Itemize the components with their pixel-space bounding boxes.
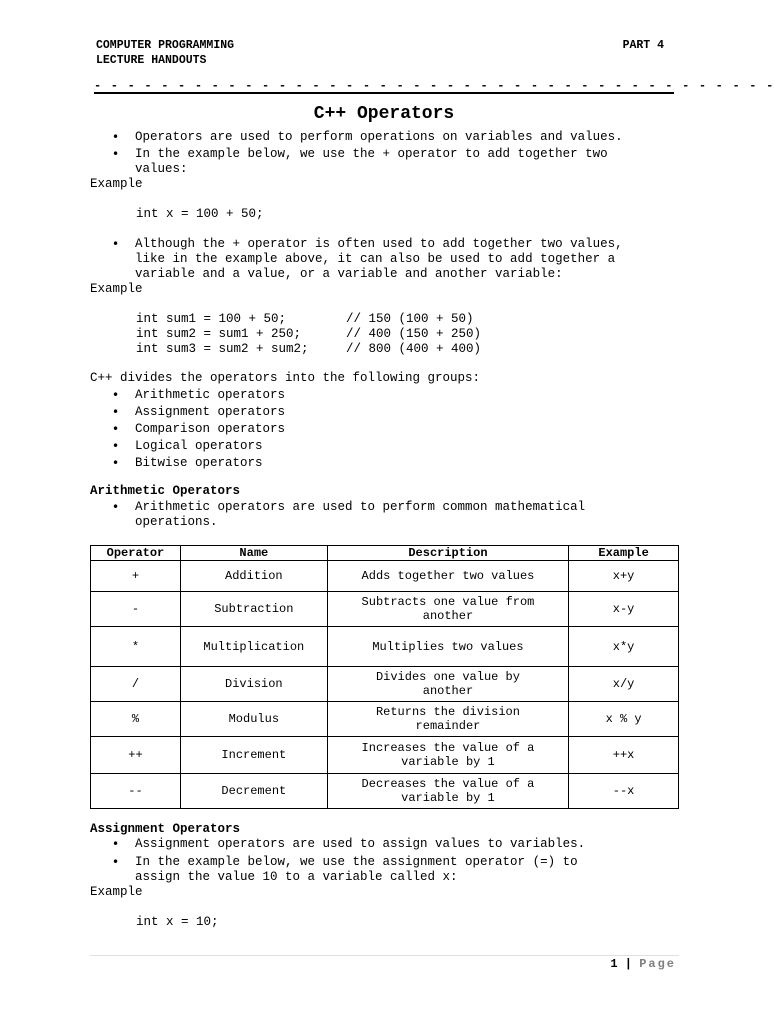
operator-cell: % [91, 702, 181, 737]
footer-rule [90, 955, 679, 956]
example-label: Example [90, 885, 143, 899]
operator-cell: ++ [91, 737, 181, 774]
page-title: C++ Operators [313, 104, 455, 124]
description-line: Adds together two values [361, 569, 535, 583]
line: • In the example below, we use the + operator to add together two [135, 147, 608, 161]
line: • In the example below, we use the assignment operator (=) to [135, 855, 578, 869]
code-line: int sum3 = sum2 + sum2; // 800 (400 + 400) [136, 342, 482, 356]
list-item: • Operators are used to perform operations on variables and values. [90, 130, 680, 145]
description-line: another [422, 609, 474, 623]
description-line: Increases the value of a [361, 741, 535, 755]
list-item: • Comparison operators [90, 421, 680, 438]
description-cell [327, 737, 568, 774]
table-row [91, 592, 679, 627]
example-label: Example [90, 177, 143, 191]
description-line: another [422, 684, 474, 698]
column-header: Example [569, 546, 679, 561]
description-line: Returns the division [375, 705, 520, 719]
operator-cell: - [91, 592, 181, 627]
table-row [91, 737, 679, 774]
intro-section-2 [90, 237, 680, 357]
list-item [90, 237, 680, 282]
code-line: int sum1 = 100 + 50; // 150 (100 + 50) [136, 312, 474, 326]
operators-table [90, 545, 679, 809]
line: variable and a value, or a variable and another variable: [135, 267, 563, 281]
description-cell [327, 592, 568, 627]
code-line: int sum2 = sum1 + 250; // 400 (150 + 250) [136, 327, 482, 341]
arithmetic-section [90, 484, 680, 530]
name-cell: Modulus [180, 702, 327, 737]
line: values: [135, 162, 188, 176]
footer-separator: | [624, 957, 632, 971]
page-footer [610, 957, 676, 971]
list-item: • Arithmetic operators [90, 387, 680, 404]
code-line: int x = 100 + 50; [136, 207, 264, 221]
description-line: remainder [415, 719, 481, 733]
table-row [91, 774, 679, 809]
section-heading: Arithmetic Operators [90, 484, 241, 498]
course-title: COMPUTER PROGRAMMING [96, 39, 235, 52]
line: • Arithmetic operators are used to perform common mathematical [135, 500, 586, 514]
intro-section [90, 130, 680, 222]
operator-cell: * [91, 627, 181, 667]
name-cell: Increment [180, 737, 327, 774]
description-line: Multiplies two values [372, 639, 524, 654]
description-line: variable by 1 [401, 791, 495, 805]
column-header: Name [180, 546, 327, 561]
description-line: variable by 1 [401, 755, 495, 769]
name-cell: Multiplication [180, 627, 327, 667]
groups-lead: C++ divides the operators into the following groups: [90, 371, 481, 385]
description-cell [327, 627, 568, 667]
example-cell: x-y [569, 592, 679, 627]
part-label: PART 4 [622, 39, 664, 52]
column-header: Operator [91, 546, 181, 561]
line: operations. [135, 515, 218, 529]
table-row [91, 627, 679, 667]
description-cell [327, 774, 568, 809]
example-cell: --x [569, 774, 679, 809]
operator-cell: + [91, 561, 181, 592]
list-item: • Assignment operators [90, 404, 680, 421]
example-cell: x/y [569, 667, 679, 702]
description-line: Divides one value by [375, 670, 520, 684]
name-cell: Decrement [180, 774, 327, 809]
description-line: Decreases the value of a [361, 777, 535, 791]
table-row [91, 702, 679, 737]
page-label: Page [639, 957, 676, 971]
list-item: • Assignment operators are used to assign values to variables. [90, 837, 680, 852]
name-cell: Division [180, 667, 327, 702]
name-cell: Subtraction [180, 592, 327, 627]
list-item [90, 500, 680, 530]
description-cell [327, 667, 568, 702]
list-item [90, 147, 680, 177]
list-item [90, 855, 680, 885]
header-rule: - - - - - - - - - - - - - - - - - - - - - - - - - - - - - - - - - - - - - - - - - [94, 79, 775, 93]
page-header [96, 38, 674, 68]
groups-section [90, 370, 680, 472]
section-heading: Assignment Operators [90, 822, 241, 836]
operator-cell: -- [91, 774, 181, 809]
table-row [91, 561, 679, 592]
description-cell [327, 561, 568, 592]
description-cell [327, 702, 568, 737]
code-block [90, 312, 680, 357]
table-header-row [91, 546, 679, 561]
operator-cell: / [91, 667, 181, 702]
example-cell: x+y [569, 561, 679, 592]
list-item: • Bitwise operators [90, 455, 680, 472]
page-number: 1 [610, 957, 618, 971]
code-line: int x = 10; [136, 915, 219, 929]
line: assign the value 10 to a variable called x: [135, 870, 458, 884]
line: • Although the + operator is often used to add together two values, [135, 237, 623, 251]
table-row [91, 667, 679, 702]
assignment-section [90, 822, 680, 930]
example-label: Example [90, 282, 143, 296]
example-cell: ++x [569, 737, 679, 774]
line: like in the example above, it can also be used to add together a [135, 252, 616, 266]
example-cell: x % y [569, 702, 679, 737]
list-item: • Logical operators [90, 438, 680, 455]
name-cell: Addition [180, 561, 327, 592]
description-line: Subtracts one value from [361, 595, 535, 609]
column-header: Description [327, 546, 568, 561]
example-cell: x*y [569, 627, 679, 667]
handout-label: LECTURE HANDOUTS [96, 54, 207, 67]
